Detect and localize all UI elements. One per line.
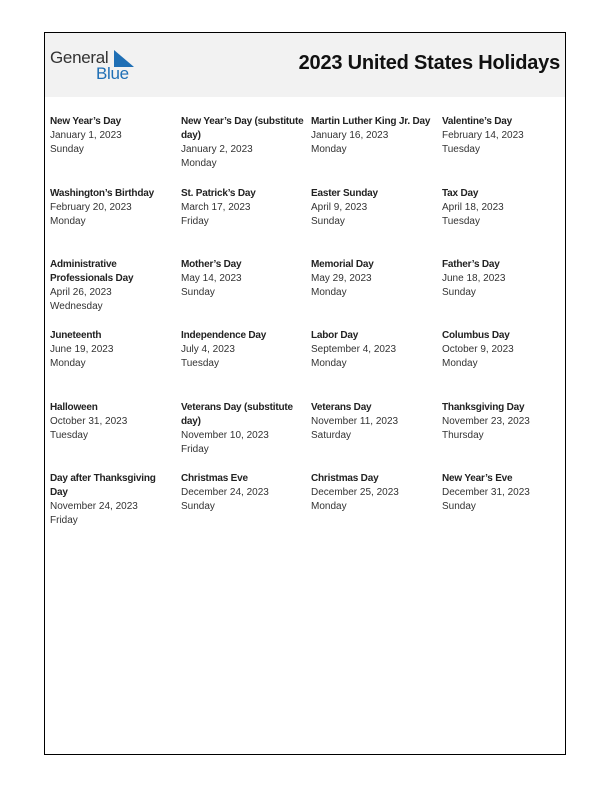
holiday-name: Christmas Day [311, 473, 379, 484]
holiday-weekday: Tuesday [181, 358, 219, 369]
holiday-weekday: Monday [50, 216, 86, 227]
holiday-item [181, 472, 305, 514]
holiday-name: Mother’s Day [181, 259, 242, 270]
holiday-date: July 4, 2023 [181, 344, 235, 355]
holiday-name: Veterans Day [311, 402, 372, 413]
holiday-item [311, 472, 435, 514]
page-frame [44, 32, 566, 755]
holiday-weekday: Monday [50, 358, 86, 369]
holiday-weekday: Friday [181, 444, 209, 455]
holiday-item [311, 401, 435, 443]
header-bar [45, 33, 565, 97]
holiday-weekday: Wednesday [50, 301, 103, 312]
holiday-weekday: Sunday [442, 501, 476, 512]
holiday-weekday: Friday [181, 216, 209, 227]
holiday-item [442, 115, 566, 157]
holiday-date: December 25, 2023 [311, 487, 399, 498]
holiday-name: Valentine’s Day [442, 116, 512, 127]
holiday-item [50, 472, 174, 528]
holiday-name: Father’s Day [442, 259, 500, 270]
holiday-date: May 14, 2023 [181, 273, 242, 284]
holiday-weekday: Monday [442, 358, 478, 369]
holiday-name: Thanksgiving Day [442, 402, 525, 413]
holiday-item [50, 401, 174, 443]
holiday-item [442, 401, 566, 443]
holiday-item [311, 329, 435, 371]
holiday-weekday: Monday [181, 158, 217, 169]
holiday-name: Halloween [50, 402, 98, 413]
holiday-name: Juneteenth [50, 330, 102, 341]
holiday-name: Christmas Eve [181, 473, 248, 484]
holiday-weekday: Sunday [311, 216, 345, 227]
holiday-name: New Year’s Eve [442, 473, 513, 484]
holiday-date: June 18, 2023 [442, 273, 506, 284]
holiday-name: St. Patrick’s Day [181, 188, 256, 199]
holiday-item [50, 115, 174, 157]
holiday-date: November 11, 2023 [311, 416, 399, 427]
holiday-name: Day after Thanksgiving Day [50, 473, 156, 498]
holiday-name: Washington’s Birthday [50, 188, 154, 199]
holiday-date: February 14, 2023 [442, 130, 524, 141]
holiday-date: October 9, 2023 [442, 344, 514, 355]
holiday-item [442, 187, 566, 229]
holiday-date: October 31, 2023 [50, 416, 128, 427]
holiday-weekday: Monday [311, 358, 347, 369]
holiday-date: January 1, 2023 [50, 130, 122, 141]
holiday-item [50, 329, 174, 371]
holiday-weekday: Sunday [181, 501, 215, 512]
holiday-name: Easter Sunday [311, 188, 378, 199]
holiday-weekday: Sunday [181, 287, 215, 298]
holiday-name: Administrative Professionals Day [50, 259, 134, 284]
holiday-weekday: Thursday [442, 430, 484, 441]
holiday-date: February 20, 2023 [50, 202, 132, 213]
holiday-item [311, 258, 435, 300]
holiday-date: April 26, 2023 [50, 287, 112, 298]
logo-text-general: General [50, 48, 109, 67]
holiday-name: Columbus Day [442, 330, 510, 341]
holiday-item [181, 329, 305, 371]
holiday-weekday: Monday [311, 287, 347, 298]
holiday-weekday: Friday [50, 515, 78, 526]
holiday-weekday: Tuesday [442, 216, 480, 227]
holiday-date: November 10, 2023 [181, 430, 269, 441]
holiday-date: November 23, 2023 [442, 416, 530, 427]
holiday-weekday: Saturday [311, 430, 352, 441]
holiday-item [442, 472, 566, 514]
holiday-date: January 2, 2023 [181, 144, 253, 155]
holiday-weekday: Monday [311, 501, 347, 512]
holiday-name: Labor Day [311, 330, 359, 341]
holiday-date: May 29, 2023 [311, 273, 372, 284]
holiday-date: December 31, 2023 [442, 487, 530, 498]
holiday-date: June 19, 2023 [50, 344, 114, 355]
holiday-name: Martin Luther King Jr. Day [311, 116, 431, 127]
holiday-item [181, 258, 305, 300]
brand-logo[interactable] [50, 47, 140, 83]
holiday-item [50, 258, 174, 314]
holiday-weekday: Monday [311, 144, 347, 155]
holiday-item [50, 187, 174, 229]
holiday-name: New Year’s Day [50, 116, 121, 127]
holiday-name: Memorial Day [311, 259, 374, 270]
holiday-date: September 4, 2023 [311, 344, 397, 355]
holiday-item [181, 187, 305, 229]
holiday-date: January 16, 2023 [311, 130, 389, 141]
holiday-weekday: Sunday [442, 287, 476, 298]
holiday-item [181, 401, 305, 457]
page-title: 2023 United States Holidays [298, 52, 560, 74]
holiday-weekday: Sunday [50, 144, 84, 155]
holiday-weekday: Tuesday [442, 144, 480, 155]
holiday-name: New Year’s Day (substitute day) [181, 116, 304, 141]
holiday-item [311, 115, 435, 157]
holiday-item [181, 115, 305, 171]
holiday-name: Tax Day [442, 188, 479, 199]
holiday-name: Independence Day [181, 330, 267, 341]
holiday-item [442, 258, 566, 300]
holiday-date: April 9, 2023 [311, 202, 368, 213]
holiday-item [442, 329, 566, 371]
holiday-date: November 24, 2023 [50, 501, 138, 512]
logo-text-blue: Blue [96, 64, 129, 83]
holiday-weekday: Tuesday [50, 430, 88, 441]
holiday-date: April 18, 2023 [442, 202, 504, 213]
holiday-name: Veterans Day (substitute day) [181, 402, 293, 427]
holiday-date: March 17, 2023 [181, 202, 251, 213]
holiday-item [311, 187, 435, 229]
holiday-date: December 24, 2023 [181, 487, 269, 498]
